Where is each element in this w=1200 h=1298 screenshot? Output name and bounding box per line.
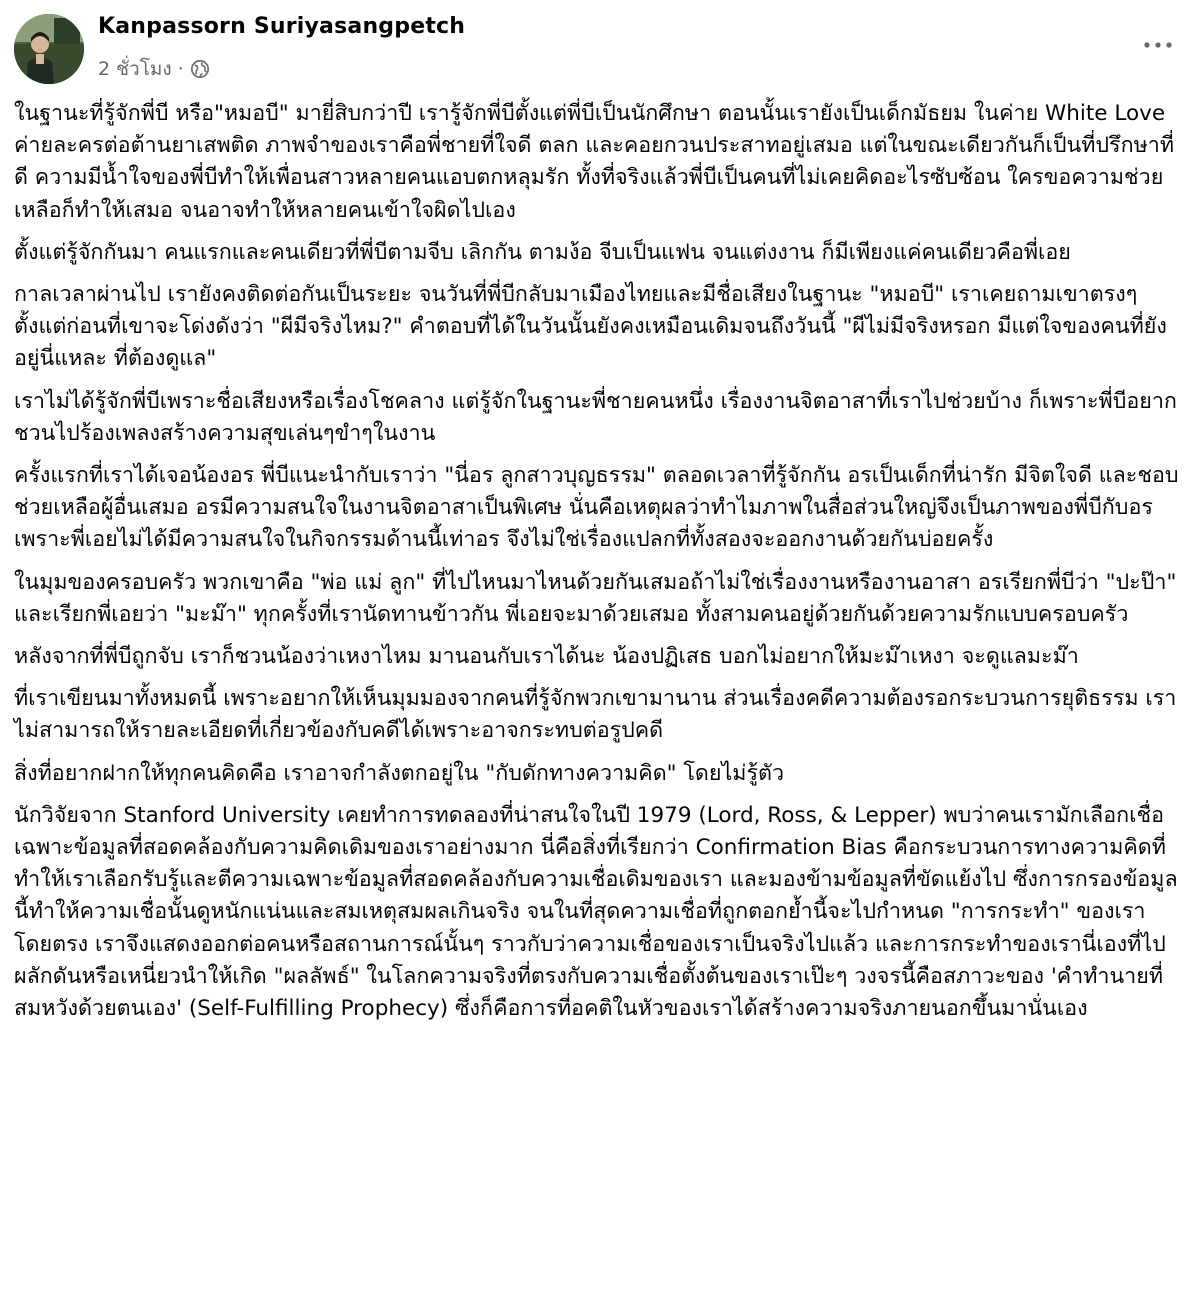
post-timestamp[interactable]: 2 ชั่วโมง <box>98 58 172 80</box>
more-options-button[interactable] <box>1138 30 1178 60</box>
post-paragraph: กาลเวลาผ่านไป เรายังคงติดต่อกันเป็นระยะ จนวันที่พี่บีกลับมาเมืองไทยและมีชื่อเสียงในฐานะ "หมอบี" เราเคยถามเขาตรงๆ ตั้งแต่ก่อนที่เขาจะโด่งดังว่า "ผีมีจริงไหม?" คำตอบที่ได้ในวันนั้นยังคงเหมือนเดิมจนถึงวันนี้ "ผีไม่มีจริงหรอก มีแต่ใจของคนที่ยังอยู่นี่แหละ ที่ต้องดูแล" <box>14 282 1167 372</box>
globe-icon[interactable] <box>190 59 210 79</box>
post-paragraph: ในฐานะที่รู้จักพี่บี หรือ"หมอบี" มายี่สิบกว่าปี เรารู้จักพี่บีตั้งแต่พี่บีเป็นนักศึกษา ตอนนั้นเรายังเป็นเด็กมัธยม ในค่าย White Love ค่ายละครต่อต้านยาเสพติด ภาพจำของเราคือพี่ชายที่ใจดี ตลก และคอยกวนประสาทอยู่เสมอ แต่ในขณะเดียวกันก็เป็นที่ปรึกษาที่ดี ความมีน้ำใจของพี่บีทำให้เพื่อนสาวหลายคนแอบตกหลุมรัก ทั้งที่จริงแล้วพี่บีเป็นคนที่ไม่เคยคิดอะไรซับซ้อน ใครขอความช่วยเหลือก็ทำให้เสมอ จนอาจทำให้หลายคนเข้าใจผิดไปเอง <box>14 101 1175 223</box>
author-name[interactable]: Kanpassorn Suriyasangpetch <box>98 14 466 39</box>
post-paragraph: เราไม่ได้รู้จักพี่บีเพราะชื่อเสียงหรือเรื่องโชคลาง แต่รู้จักในฐานะพี่ชายคนหนึ่ง เรื่องงานจิตอาสาที่เราไปช่วยบ้าง ก็เพราะพี่บีอยากชวนไปร้องเพลงสร้างความสุขเล่นๆขำๆในงาน <box>14 388 1177 446</box>
post-paragraph: นักวิจัยจาก Stanford University เคยทำการทดลองที่น่าสนใจในปี 1979 (Lord, Ross, & Lepper) พบว่าคนเรามักเลือกเชื่อเฉพาะข้อมูลที่สอดคล้องกับความคิดเดิมของเราอย่างมาก นี่คือสิ่งที่เรียกว่า Confirmation Bias คือกระบวนการทางความคิดที่ทำให้เราเลือกรับรู้และตีความเฉพาะข้อมูลที่สอดคล้องกับความเชื่อเดิมของเรา และมองข้ามข้อมูลที่ขัดแย้งไป ซึ่งการกรองข้อมูลนี้ทำให้ความเชื่อนั้นดูหนักแน่นและสมเหตุสมผลเกินจริง จนในที่สุดความเชื่อที่ถูกตอกย้ำนี้จะไปกำหนด "การกระทำ" ของเราโดยตรง เราจึงแสดงออกต่อคนหรือสถานการณ์นั้นๆ ราวกับว่าความเชื่อของเราเป็นจริงไปแล้ว และการกระทำของเรานี่เองที่ไปผลักดันหรือเหนี่ยวนำให้เกิด "ผลลัพธ์" ในโลกความจริงที่ตรงกับความเชื่อตั้งต้นของเราเป๊ะๆ วงจรนี้คือสภาวะของ 'คำทำนายที่สมหวังด้วยตนเอง' (Self-Fulfilling Prophecy) ซึ่งก็คือการที่อคติในหัวของเราได้สร้างความจริงภายนอกขึ้นมานั่นเอง <box>14 802 1178 1022</box>
post-paragraph: หลังจากที่พี่บีถูกจับ เราก็ชวนน้องว่าเหงาไหม มานอนกับเราได้นะ น้องปฏิเสธ บอกไม่อยากให้มะม๊าเหงา จะดูแลมะม๊า <box>14 644 1079 670</box>
post-paragraph: ที่เราเขียนมาทั้งหมดนี้ เพราะอยากให้เห็นมุมมองจากคนที่รู้จักพวกเขามานาน ส่วนเรื่องคดีความต้องรอกระบวนการยุติธรรม เราไม่สามารถให้รายละเอียดที่เกี่ยวข้องกับคดีได้เพราะอาจกระทบต่อรูปคดี <box>14 686 1177 744</box>
post-body <box>14 98 1186 1035</box>
post-paragraph: สิ่งที่อยากฝากให้ทุกคนคิดคือ เราอาจกำลังตกอยู่ใน "กับดักทางความคิด" โดยไม่รู้ตัว <box>14 760 785 786</box>
more-horizontal-icon <box>1143 41 1173 49</box>
post-header <box>0 0 1200 96</box>
post-paragraph: ตั้งแต่รู้จักกันมา คนแรกและคนเดียวที่พี่บีตามจีบ เลิกกัน ตามง้อ จีบเป็นแฟน จนแต่งงาน ก็มีเพียงแค่คนเดียวคือพี่เอย <box>14 239 1071 265</box>
avatar[interactable] <box>14 14 84 84</box>
meta-separator: · <box>177 58 184 80</box>
avatar-photo-icon <box>14 14 84 84</box>
post-paragraph: ในมุมของครอบครัว พวกเขาคือ "พ่อ แม่ ลูก" ที่ไปไหนมาไหนด้วยกันเสมอถ้าไม่ใช่เรื่องงานหรืองานอาสา อรเรียกพี่บีว่า "ปะป๊า" และเรียกพี่เอยว่า "มะม๊า" ทุกครั้งที่เรานัดทานข้าวกัน พี่เอยจะมาด้วยเสมอ ทั้งสามคนอยู่ด้วยกันด้วยความรักแบบครอบครัว <box>14 569 1177 627</box>
post-meta <box>98 54 210 84</box>
post-paragraph: ครั้งแรกที่เราได้เจอน้องอร พี่บีแนะนำกับเราว่า "นี่อร ลูกสาวบุญธรรม" ตลอดเวลาที่รู้จักกัน อรเป็นเด็กที่น่ารัก มีจิตใจดี และชอบช่วยเหลือผู้อื่นเสมอ อรมีความสนใจในงานจิตอาสาเป็นพิเศษ นั่นคือเหตุผลว่าทำไมภาพในสื่อส่วนใหญ่จึงเป็นภาพของพี่บีกับอร เพราะพี่เอยไม่ได้มีความสนใจในกิจกรรมด้านนี้เท่าอร จึงไม่ใช่เรื่องแปลกที่ทั้งสองจะออกงานด้วยกันบ่อยครั้ง <box>14 463 1179 553</box>
